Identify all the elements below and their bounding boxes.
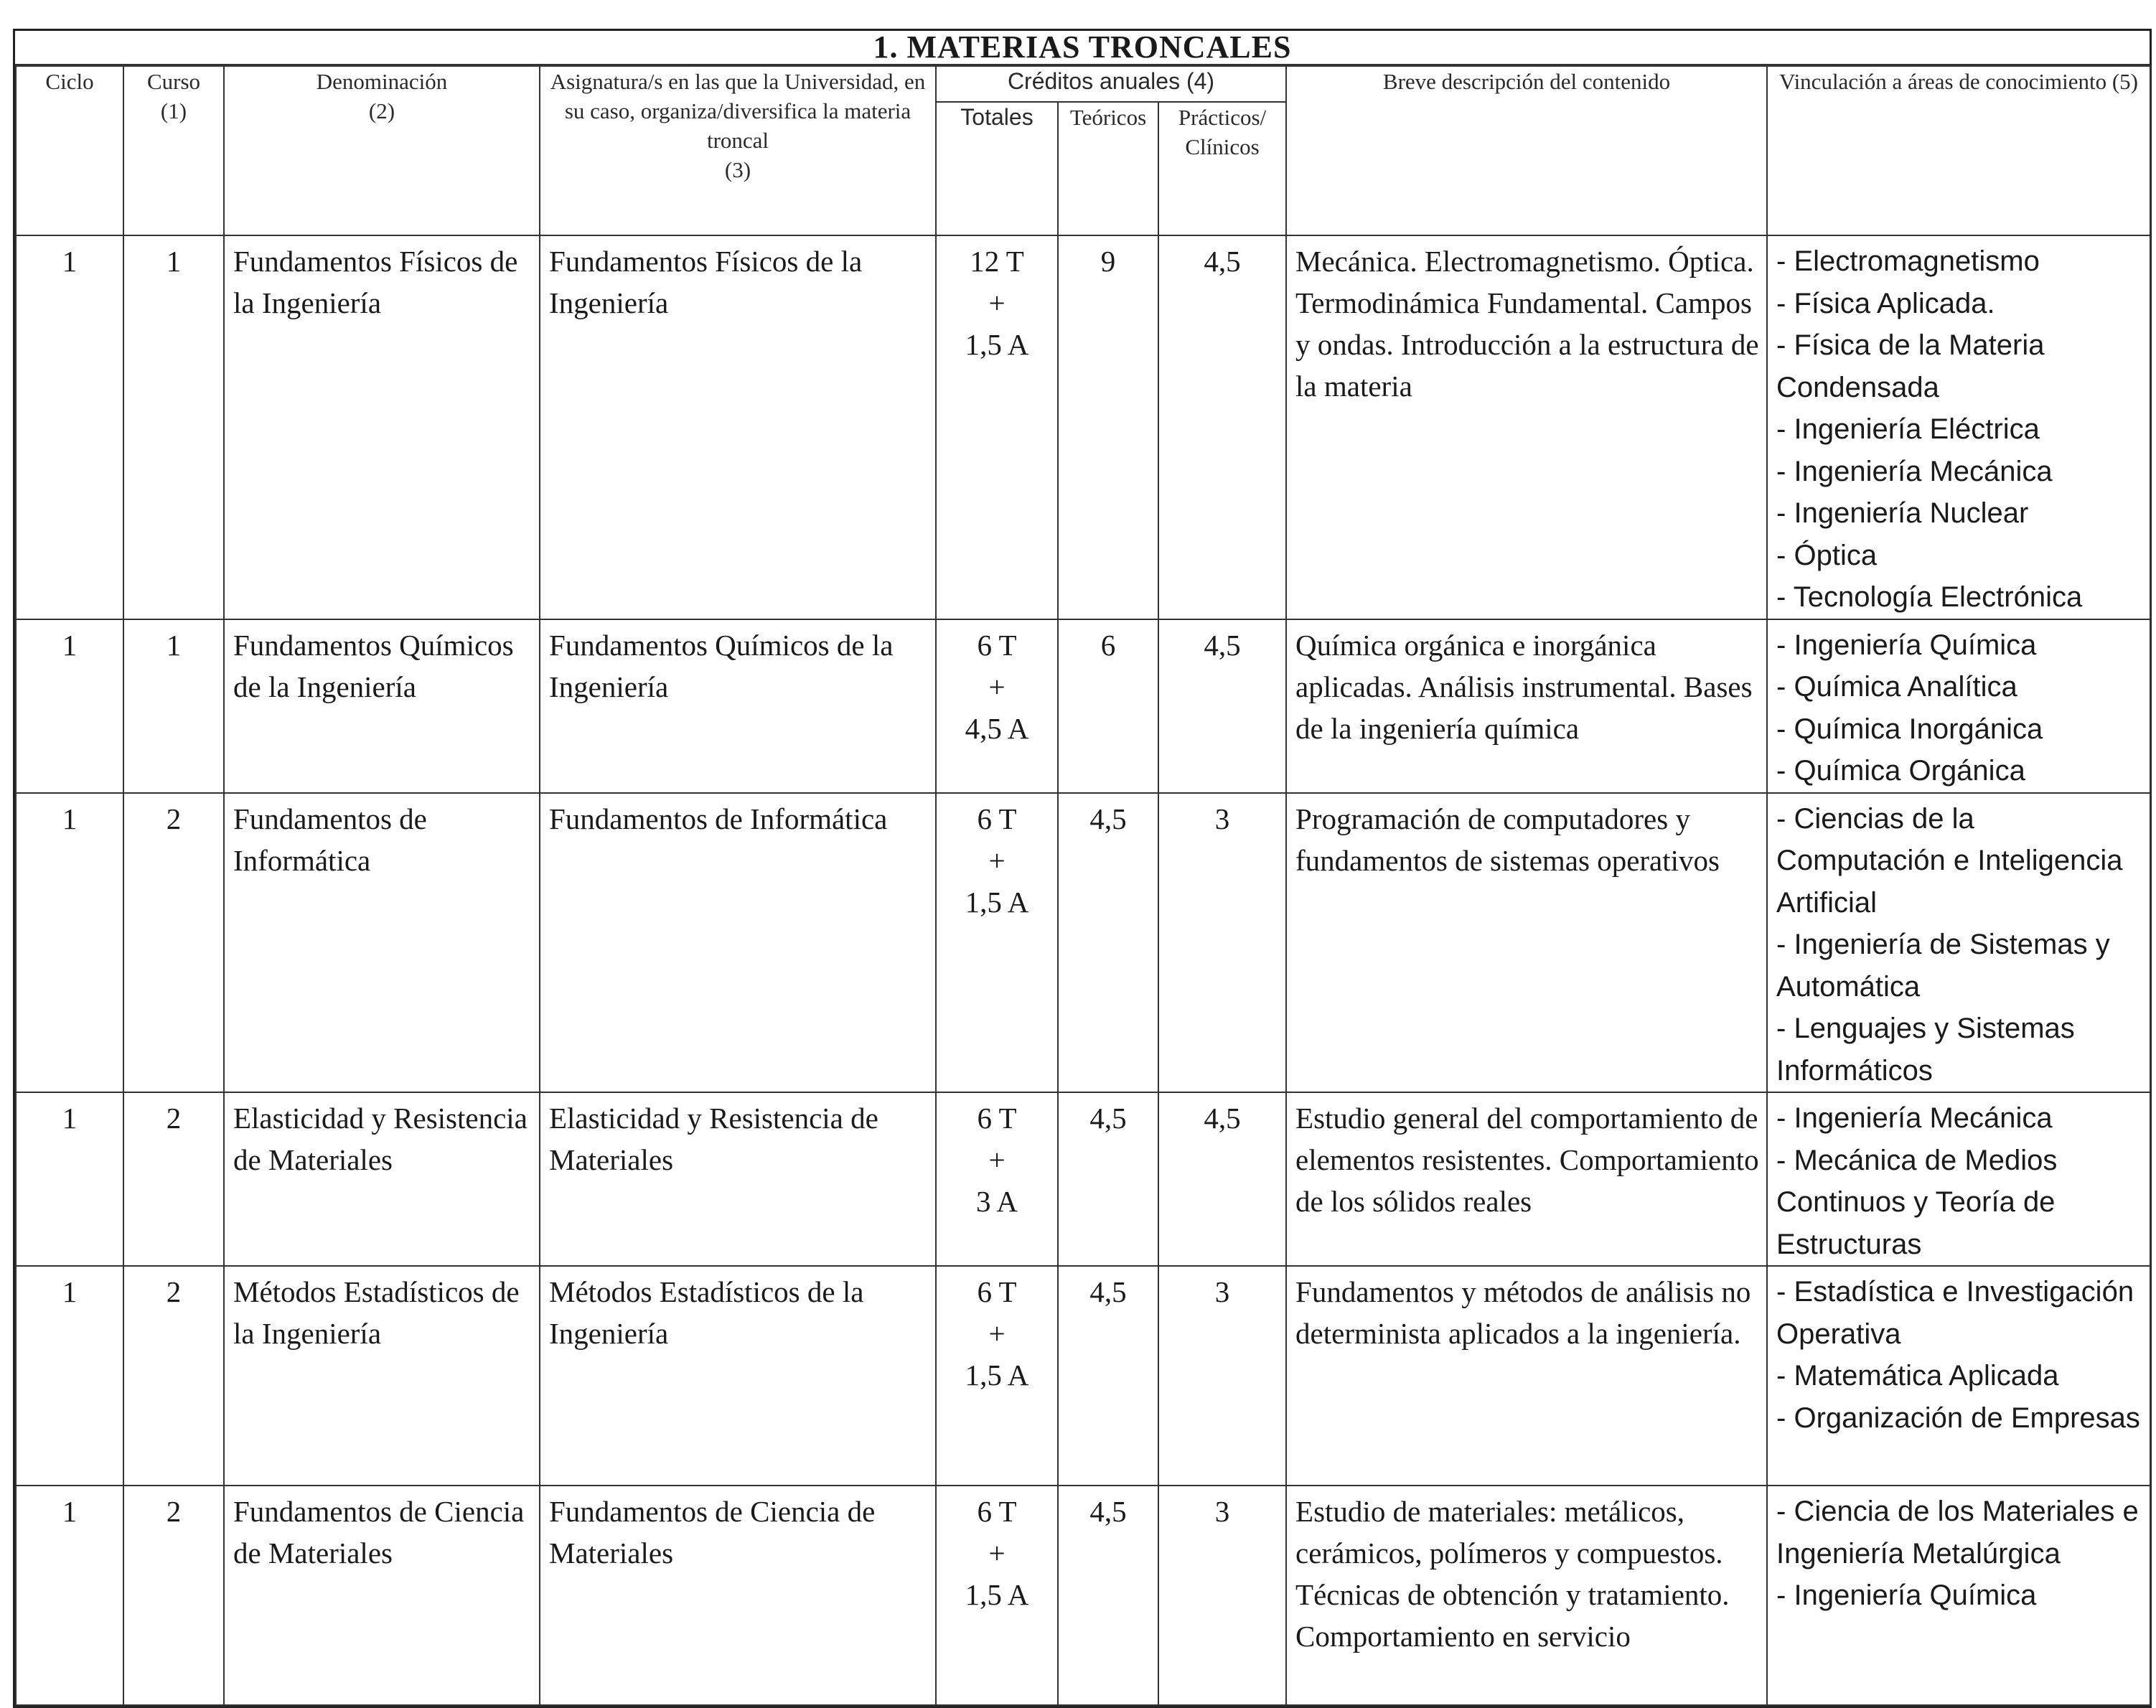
area-item: - Ciencias de la Computación e Inteligencia Artificial bbox=[1776, 802, 2123, 919]
cell-totales bbox=[936, 619, 1058, 793]
cell-areas bbox=[1767, 1266, 2150, 1486]
cell-ciclo: 1 bbox=[16, 793, 123, 1093]
area-item: - Ciencia de los Materiales e Ingeniería Metalúrgica bbox=[1776, 1496, 2139, 1569]
cell-descripcion: Química orgánica e inorgánica aplicadas. Análisis instrumental. Bases de la ingeniería química bbox=[1286, 619, 1767, 793]
header-teoricos: Teóricos bbox=[1058, 102, 1158, 235]
totales-t: 12 T bbox=[970, 245, 1024, 278]
cell-totales bbox=[936, 1092, 1058, 1266]
totales-a: 1,5 A bbox=[965, 885, 1029, 919]
area-item: - Óptica bbox=[1776, 539, 1878, 571]
header-descripcion: Breve descripción del contenido bbox=[1286, 66, 1767, 235]
area-item: - Física de la Materia Condensada bbox=[1776, 329, 2045, 403]
totales-t: 6 T bbox=[977, 1495, 1017, 1528]
cell-descripcion: Mecánica. Electromagnetismo. Óptica. Termodinámica Fundamental. Campos y ondas. Introducción a la estructura de la materia bbox=[1286, 235, 1767, 619]
cell-denominacion: Fundamentos Físicos de la Ingeniería bbox=[224, 235, 540, 619]
table-row bbox=[16, 1486, 2150, 1705]
header-asignatura: Asignatura/s en las que la Universidad, en su caso, organiza/diversifica la materia troncal (3) bbox=[540, 66, 936, 235]
cell-totales bbox=[936, 793, 1058, 1093]
materias-table bbox=[15, 65, 2151, 1706]
cell-descripcion: Fundamentos y métodos de análisis no determinista aplicados a la ingeniería. bbox=[1286, 1266, 1767, 1486]
totales-plus: + bbox=[988, 670, 1006, 703]
totales-a: 4,5 A bbox=[965, 711, 1029, 745]
cell-practicos: 3 bbox=[1158, 793, 1286, 1093]
header-ciclo: Ciclo bbox=[16, 66, 123, 235]
totales-plus: + bbox=[988, 1536, 1006, 1569]
header-creditos: Créditos anuales (4) bbox=[936, 66, 1286, 102]
header-denominacion: Denominación (2) bbox=[224, 66, 540, 235]
area-item: - Estadística e Investigación Operativa bbox=[1776, 1276, 2134, 1350]
area-item: - Matemática Aplicada bbox=[1776, 1360, 2059, 1392]
area-item: - Ingeniería Mecánica bbox=[1776, 1102, 2053, 1134]
cell-totales bbox=[936, 1266, 1058, 1486]
area-item: - Organización de Empresas bbox=[1776, 1402, 2140, 1434]
cell-teoricos: 4,5 bbox=[1058, 793, 1158, 1093]
cell-practicos: 4,5 bbox=[1158, 619, 1286, 793]
cell-teoricos: 9 bbox=[1058, 235, 1158, 619]
table-row bbox=[16, 1266, 2150, 1486]
table-row bbox=[16, 793, 2150, 1093]
cell-practicos: 3 bbox=[1158, 1266, 1286, 1486]
cell-asignatura: Fundamentos de Informática bbox=[540, 793, 936, 1093]
document-title: 1. MATERIAS TRONCALES bbox=[15, 31, 2150, 65]
area-item: - Ingeniería Mecánica bbox=[1776, 455, 2053, 487]
cell-totales bbox=[936, 1486, 1058, 1705]
cell-areas bbox=[1767, 1486, 2150, 1705]
cell-teoricos: 6 bbox=[1058, 619, 1158, 793]
area-item: - Ingeniería Química bbox=[1776, 629, 2037, 661]
cell-denominacion: Métodos Estadísticos de la Ingeniería bbox=[224, 1266, 540, 1486]
table-row bbox=[16, 235, 2150, 619]
cell-practicos: 3 bbox=[1158, 1486, 1286, 1705]
cell-asignatura: Fundamentos de Ciencia de Materiales bbox=[540, 1486, 936, 1705]
totales-plus: + bbox=[988, 843, 1006, 877]
area-item: - Química Analítica bbox=[1776, 671, 2017, 703]
table-row bbox=[16, 1092, 2150, 1266]
table-row bbox=[16, 619, 2150, 793]
cell-teoricos: 4,5 bbox=[1058, 1092, 1158, 1266]
totales-t: 6 T bbox=[977, 802, 1017, 835]
cell-areas bbox=[1767, 1092, 2150, 1266]
cell-descripcion: Estudio de materiales: metálicos, cerámicos, polímeros y compuestos. Técnicas de obtención y tratamiento. Comportamiento en servicio bbox=[1286, 1486, 1767, 1705]
cell-curso: 1 bbox=[123, 235, 224, 619]
totales-a: 1,5 A bbox=[965, 1578, 1029, 1611]
cell-denominacion: Fundamentos de Informática bbox=[224, 793, 540, 1093]
cell-ciclo: 1 bbox=[16, 235, 123, 619]
area-item: - Física Aplicada. bbox=[1776, 287, 1995, 319]
cell-denominacion: Fundamentos de Ciencia de Materiales bbox=[224, 1486, 540, 1705]
header-totales: Totales bbox=[936, 102, 1058, 235]
cell-curso: 1 bbox=[123, 619, 224, 793]
cell-asignatura: Fundamentos Físicos de la Ingeniería bbox=[540, 235, 936, 619]
cell-areas bbox=[1767, 793, 2150, 1093]
header-curso: Curso (1) bbox=[123, 66, 224, 235]
totales-a: 1,5 A bbox=[965, 328, 1029, 361]
cell-practicos: 4,5 bbox=[1158, 1092, 1286, 1266]
cell-teoricos: 4,5 bbox=[1058, 1266, 1158, 1486]
header-practicos: Prácticos/ Clínicos bbox=[1158, 102, 1286, 235]
cell-denominacion: Elasticidad y Resistencia de Materiales bbox=[224, 1092, 540, 1266]
cell-asignatura: Métodos Estadísticos de la Ingeniería bbox=[540, 1266, 936, 1486]
totales-t: 6 T bbox=[977, 628, 1017, 662]
area-item: - Mecánica de Medios Continuos y Teoría de Estructuras bbox=[1776, 1144, 2058, 1260]
cell-asignatura: Fundamentos Químicos de la Ingeniería bbox=[540, 619, 936, 793]
cell-asignatura: Elasticidad y Resistencia de Materiales bbox=[540, 1092, 936, 1266]
cell-ciclo: 1 bbox=[16, 1486, 123, 1705]
area-item: - Ingeniería de Sistemas y Automática bbox=[1776, 929, 2110, 1003]
cell-ciclo: 1 bbox=[16, 1266, 123, 1486]
totales-plus: + bbox=[988, 1143, 1006, 1176]
cell-practicos: 4,5 bbox=[1158, 235, 1286, 619]
cell-teoricos: 4,5 bbox=[1058, 1486, 1158, 1705]
totales-a: 1,5 A bbox=[965, 1359, 1029, 1392]
area-item: - Química Orgánica bbox=[1776, 755, 2025, 787]
cell-curso: 2 bbox=[123, 1266, 224, 1486]
area-item: - Ingeniería Nuclear bbox=[1776, 497, 2029, 529]
totales-t: 6 T bbox=[977, 1102, 1017, 1135]
cell-descripcion: Programación de computadores y fundamentos de sistemas operativos bbox=[1286, 793, 1767, 1093]
cell-curso: 2 bbox=[123, 1486, 224, 1705]
cell-curso: 2 bbox=[123, 1092, 224, 1266]
area-item: - Electromagnetismo bbox=[1776, 245, 2040, 277]
totales-plus: + bbox=[988, 1317, 1006, 1350]
cell-denominacion: Fundamentos Químicos de la Ingeniería bbox=[224, 619, 540, 793]
cell-ciclo: 1 bbox=[16, 619, 123, 793]
troncales-document bbox=[13, 29, 2152, 1708]
totales-plus: + bbox=[988, 286, 1006, 319]
cell-areas bbox=[1767, 619, 2150, 793]
area-item: - Lenguajes y Sistemas Informáticos bbox=[1776, 1013, 2075, 1087]
cell-descripcion: Estudio general del comportamiento de elementos resistentes. Comportamiento de los sólidos reales bbox=[1286, 1092, 1767, 1266]
area-item: - Química Inorgánica bbox=[1776, 713, 2043, 745]
header-row-top bbox=[16, 66, 2150, 102]
cell-areas bbox=[1767, 235, 2150, 619]
cell-curso: 2 bbox=[123, 793, 224, 1093]
area-item: - Tecnología Electrónica bbox=[1776, 581, 2083, 613]
cell-ciclo: 1 bbox=[16, 1092, 123, 1266]
totales-t: 6 T bbox=[977, 1275, 1017, 1308]
area-item: - Ingeniería Eléctrica bbox=[1776, 413, 2040, 445]
area-item: - Ingeniería Química bbox=[1776, 1580, 2037, 1611]
totales-a: 3 A bbox=[975, 1185, 1018, 1218]
cell-totales bbox=[936, 235, 1058, 619]
header-vinculacion: Vinculación a áreas de conocimiento (5) bbox=[1767, 66, 2150, 235]
